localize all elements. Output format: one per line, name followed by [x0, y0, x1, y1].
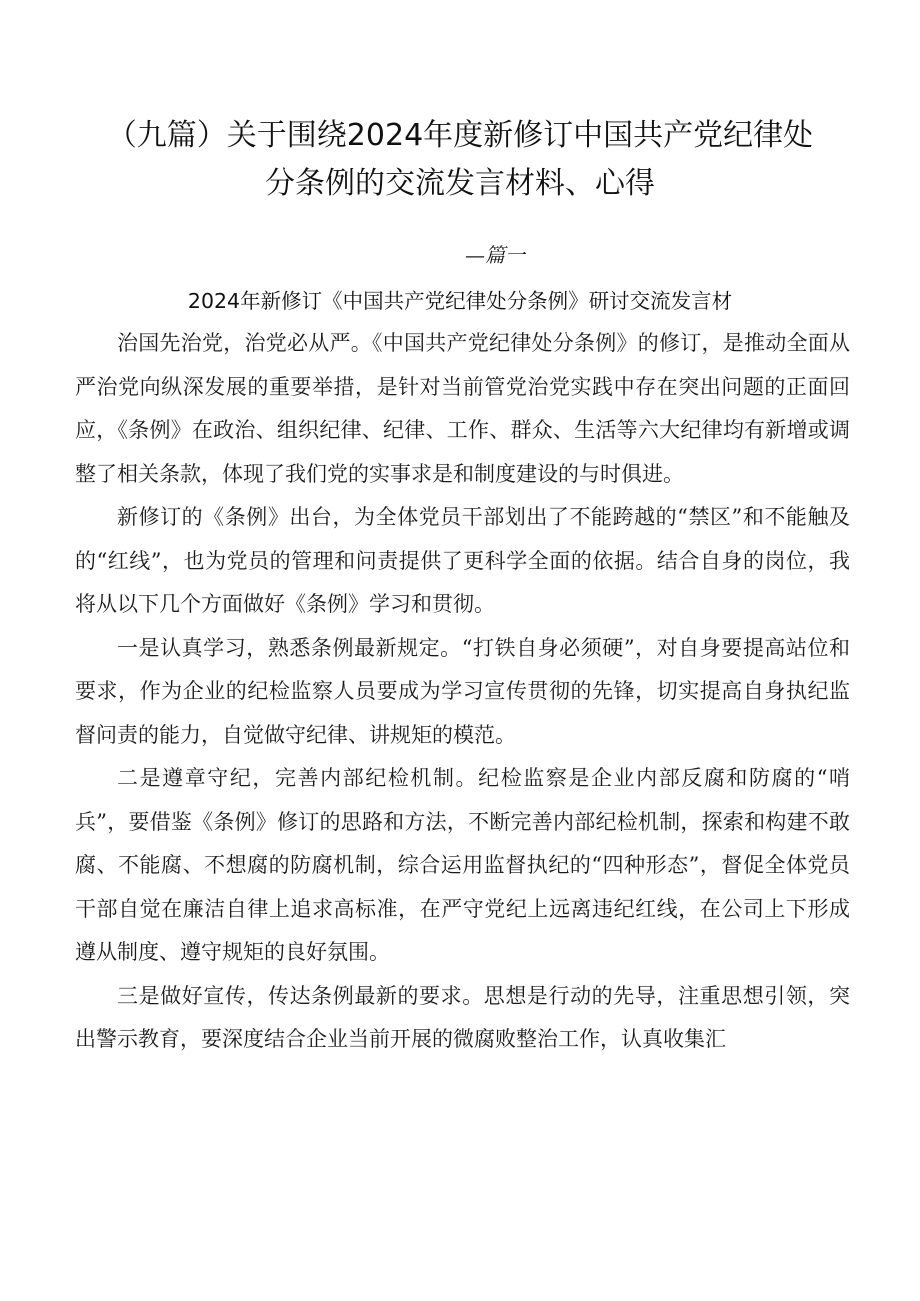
document-title-line-1: （九篇）关于围绕2024年度新修订中国共产党纪律处 [106, 118, 814, 153]
paragraph: 新修订的《条例》出台，为全体党员干部划出了不能跨越的“禁区”和不能触及的“红线”，也为党员的管理和问责提供了更科学全面的依据。结合自身的岗位，我将从以下几个方面做好《条例》学习和贯彻。 [75, 505, 850, 616]
document-title-line-2: 分条例的交流发言材料、心得 [265, 166, 655, 201]
paragraph: 二是遵章守纪，完善内部纪检机制。纪检监察是企业内部反腐和防腐的“哨兵”，要借鉴《条例》修订的思路和方法，不断完善内部纪检机制，探索和构建不敢腐、不能腐、不想腐的防腐机制，综合运用监督执纪的“四种形态”，督促全体党员干部自觉在廉洁自律上追求高标准，在严守党纪上远离违纪红线，在公司上下形成遵从制度、遵守规矩的良好氛围。 [75, 766, 850, 964]
section-label: —篇一 [465, 243, 525, 267]
section-subtitle: 2024年新修订《中国共产党纪律处分条例》研讨交流发言材 [187, 289, 733, 313]
body-text [75, 322, 850, 1062]
paragraph: 三是做好宣传，传达条例最新的要求。思想是行动的先导，注重思想引领，突出警示教育，要深度结合企业当前开展的微腐败整治工作，认真收集汇 [75, 983, 850, 1051]
paragraph: 一是认真学习，熟悉条例最新规定。“打铁自身必须硬”，对自身要提高站位和要求，作为企业的纪检监察人员要成为学习宣传贯彻的先锋，切实提高自身执纪监督问责的能力，自觉做守纪律、讲规矩的模范。 [75, 635, 850, 747]
paragraph: 治国先治党，治党必从严。《中国共产党纪律处分条例》的修订，是推动全面从严治党向纵深发展的重要举措，是针对当前管党治党实践中存在突出问题的正面回应，《条例》在政治、组织纪律、纪律、工作、群众、生活等六大纪律均有新增或调整了相关条款，体现了我们党的实事求是和制度建设的与时俱进。 [75, 331, 850, 486]
